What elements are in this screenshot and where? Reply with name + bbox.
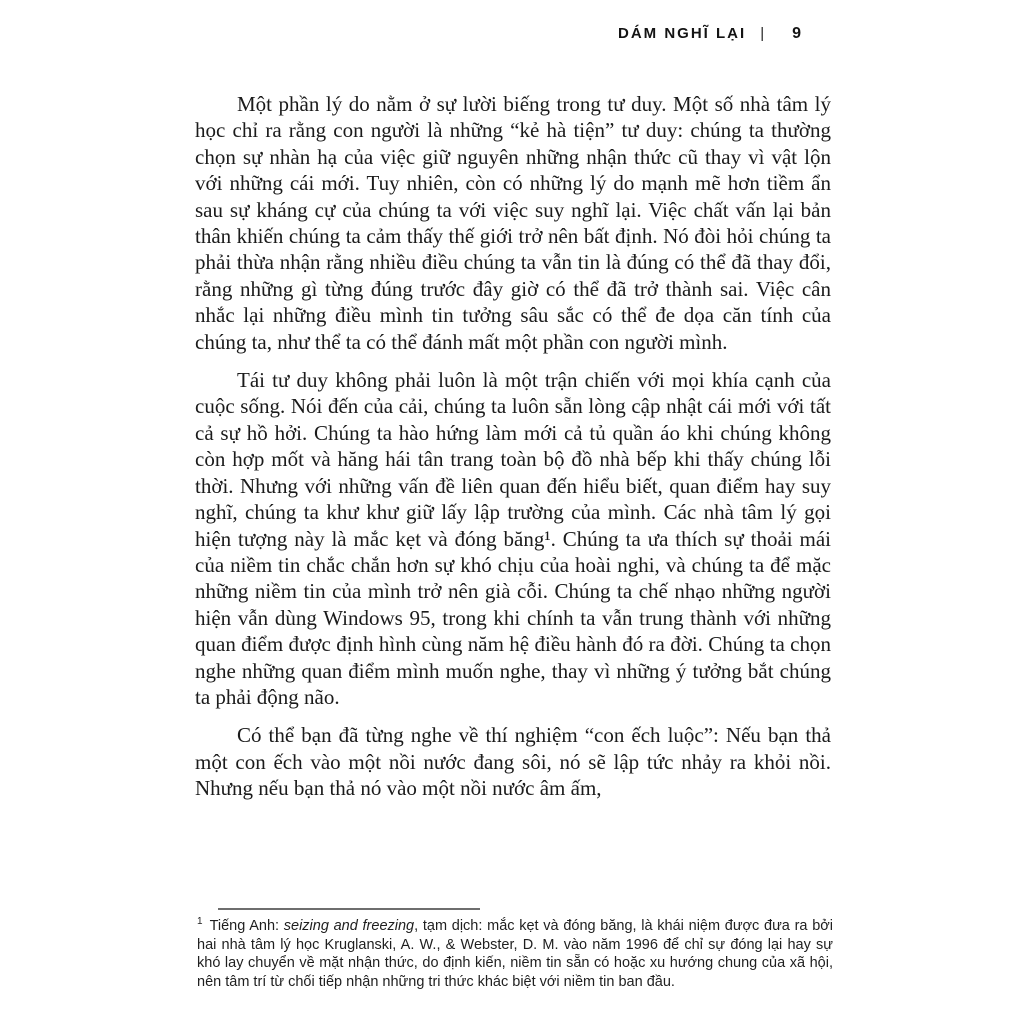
footnote-italic-term: seizing and freezing [283,918,415,934]
body-text [195,91,831,814]
running-head [195,25,831,43]
footnote-marker: 1 [197,916,203,928]
paragraph-3: Có thể bạn đã từng nghe về thí nghiệm “con ếch luộc”: Nếu bạn thả một con ếch vào một nồi nước đang sôi, nó sẽ lập tức nhảy ra khỏi nồi. Nhưng nếu bạn thả nó vào một nồi nước âm ấm, [195,723,831,801]
book-title: DÁM NGHĨ LẠI [618,25,747,42]
paragraph-1: Một phần lý do nằm ở sự lười biếng trong tư duy. Một số nhà tâm lý học chỉ ra rằng con người là những “kẻ hà tiện” tư duy: chúng ta thường chọn sự nhàn hạ của việc giữ nguyên những nhận thức cũ thay vì vật lộn với những cái mới. Tuy nhiên, còn có những lý do mạnh mẽ hơn tiềm ẩn sau sự kháng cự của chúng ta với việc suy nghĩ lại. Việc chất vấn lại bản thân khiến chúng ta cảm thấy thế giới trở nên bất định. Nó đòi hỏi chúng ta phải thừa nhận rằng nhiều điều chúng ta vẫn tin là đúng có thể đã thay đổi, rằng những gì từng đúng trước đây giờ có thể đã trở thành sai. Việc cân nhắc lại những điều mình tin tưởng sâu sắc có thể đe dọa căn tính của chúng ta, như thể ta có thể đánh mất một phần con người mình. [195,92,831,354]
paragraph-2: Tái tư duy không phải luôn là một trận chiến với mọi khía cạnh của cuộc sống. Nói đến của cải, chúng ta luôn sẵn lòng cập nhật cái mới với tất cả sự hồ hởi. Chúng ta hào hứng làm mới cả tủ quần áo khi chúng không còn hợp mốt và hăng hái tân trang toàn bộ đồ nhà bếp khi thấy chúng lỗi thời. Nhưng với những vấn đề liên quan đến hiểu biết, quan điểm hay suy nghĩ, chúng ta khư khư giữ lấy lập trường của mình. Các nhà tâm lý gọi hiện tượng này là mắc kẹt và đóng băng¹. Chúng ta ưa thích sự thoải mái của niềm tin chắc chắn hơn sự khó chịu của hoài nghi, và chúng ta để mặc những niềm tin của mình trở nên già cỗi. Chúng ta chế nhạo những người hiện vẫn dùng Windows 95, trong khi chính ta vẫn trung thành với những quan điểm được định hình cùng năm hệ điều hành đó ra đời. Chúng ta chọn nghe những quan điểm mình muốn nghe, thay vì những ý tưởng bắt chúng ta phải động não. [195,368,831,709]
footnote-text: , tạm dịch: mắc kẹt và đóng băng, là khái niệm được đưa ra bởi hai nhà tâm lý học Kruglanski, A. W., & Webster, D. M. vào năm 1996 để chỉ sự đóng lại hay sự khó lay chuyển về mặt nhận thức, do định kiến, niềm tin sẵn có hoặc xu hướng chung của xã hội, nên tâm trí từ chối tiếp nhận những tri thức khác biệt với niềm tin ban đầu. [197,918,833,990]
footnote-prefix: Tiếng Anh: [209,918,284,934]
header-separator: | [760,25,765,42]
page-number: 9 [792,25,801,42]
footnote [197,917,833,991]
footnote-divider [218,908,480,910]
